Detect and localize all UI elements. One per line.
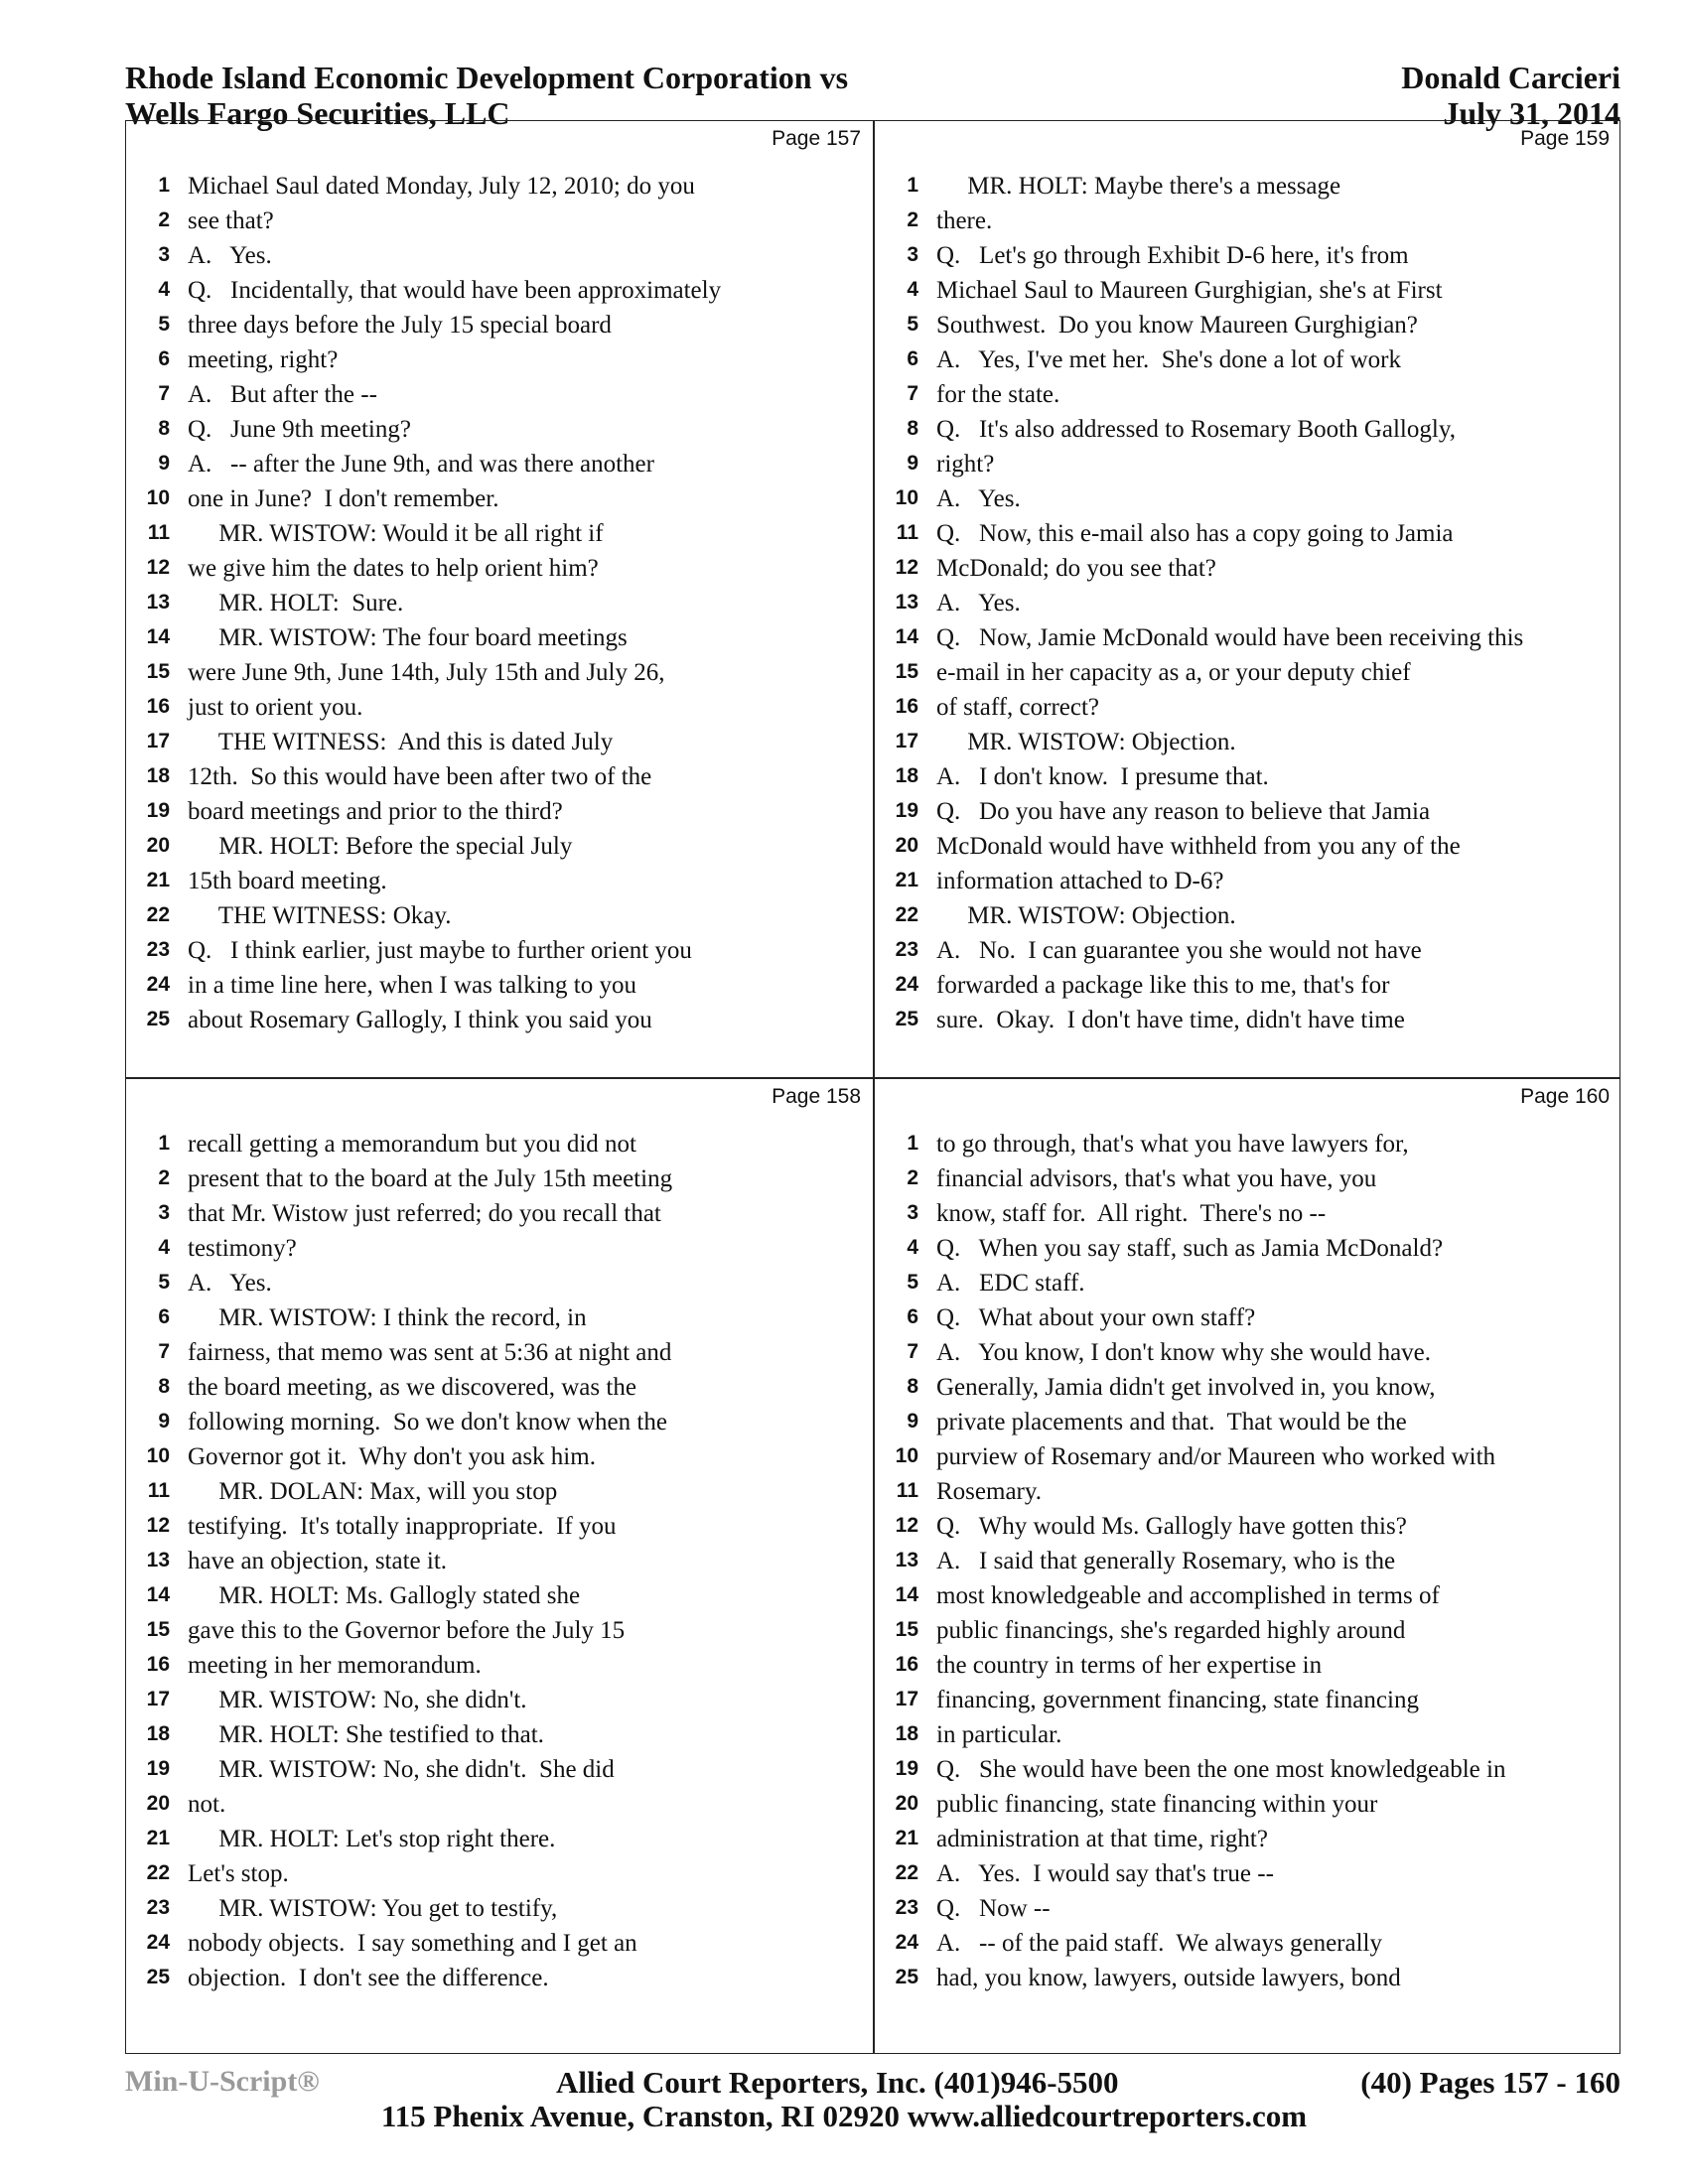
line-text: Q. Incidentally, that would have been approximately	[188, 277, 722, 304]
deposition-date: July 31, 2014	[1443, 95, 1620, 131]
line-text: A. You know, I don't know why she would have.	[936, 1339, 1432, 1366]
line-number: 14	[895, 625, 918, 648]
line-text: information attached to D-6?	[936, 868, 1224, 894]
line-text: Michael Saul dated Monday, July 12, 2010; do you	[188, 173, 695, 200]
line-text: in particular.	[936, 1721, 1062, 1748]
line-number: 25	[146, 1008, 170, 1030]
line-text: MR. HOLT: Before the special July	[188, 833, 573, 860]
line-text: THE WITNESS: Okay.	[188, 902, 452, 929]
line-text: to go through, that's what you have lawyers for,	[936, 1131, 1409, 1158]
line-number: 24	[146, 973, 170, 996]
line-number: 11	[147, 1479, 170, 1502]
line-text: fairness, that memo was sent at 5:36 at night and	[188, 1339, 672, 1366]
page-label: Page 160	[1520, 1085, 1610, 1108]
line-number: 10	[146, 486, 170, 509]
line-text: present that to the board at the July 15th meeting	[188, 1165, 673, 1192]
line-text: MR. WISTOW: The four board meetings	[188, 624, 628, 651]
line-number: 21	[146, 1827, 170, 1849]
line-number: 20	[895, 834, 918, 857]
footer-page-range: (40) Pages 157 - 160	[1360, 2065, 1620, 2100]
transcript-grid	[125, 120, 1620, 2054]
line-number: 1	[158, 174, 170, 197]
line-text: A. But after the --	[188, 381, 377, 408]
line-number: 3	[907, 1201, 918, 1224]
line-number: 9	[158, 1410, 170, 1433]
line-text: for the state.	[936, 381, 1060, 408]
line-number: 21	[146, 869, 170, 891]
line-number: 24	[146, 1931, 170, 1954]
line-number: 14	[146, 625, 170, 648]
line-text: Let's stop.	[188, 1860, 289, 1887]
line-number: 9	[907, 1410, 918, 1433]
line-number: 6	[907, 347, 918, 370]
line-text: in a time line here, when I was talking to you	[188, 972, 636, 999]
line-number: 1	[158, 1132, 170, 1155]
line-text: McDonald; do you see that?	[936, 555, 1216, 582]
line-text: Southwest. Do you know Maureen Gurghigian?	[936, 312, 1418, 339]
line-number: 18	[895, 764, 918, 787]
line-number: 20	[146, 834, 170, 857]
line-text: A. No. I can guarantee you she would not have	[936, 937, 1422, 964]
line-text: of staff, correct?	[936, 694, 1100, 721]
line-number: 16	[146, 695, 170, 718]
line-text: Q. I think earlier, just maybe to further orient you	[188, 937, 692, 964]
line-text: just to orient you.	[188, 694, 363, 721]
line-text: A. EDC staff.	[936, 1270, 1085, 1297]
line-number: 13	[895, 591, 918, 614]
line-text: A. -- after the June 9th, and was there another	[188, 451, 654, 478]
line-text: were June 9th, June 14th, July 15th and July 26,	[188, 659, 665, 686]
line-text: following morning. So we don't know when the	[188, 1409, 667, 1435]
line-text: private placements and that. That would be the	[936, 1409, 1407, 1435]
line-text: MR. WISTOW: No, she didn't. She did	[188, 1756, 615, 1783]
line-number: 19	[895, 1757, 918, 1780]
line-text: not.	[188, 1791, 226, 1818]
case-title-line2: Wells Fargo Securities, LLC	[125, 95, 510, 131]
line-text: Q. Now, this e-mail also has a copy going to Jamia	[936, 520, 1454, 547]
line-text: Q. It's also addressed to Rosemary Booth Gallogly,	[936, 416, 1456, 443]
line-number: 13	[895, 1549, 918, 1571]
line-number: 8	[907, 417, 918, 440]
line-text: MR. HOLT: Ms. Gallogly stated she	[188, 1582, 581, 1609]
line-number: 22	[146, 1861, 170, 1884]
line-number: 16	[895, 695, 918, 718]
line-number: 5	[907, 313, 918, 336]
line-number: 9	[907, 452, 918, 475]
line-number: 4	[158, 278, 170, 301]
line-text: public financings, she's regarded highly around	[936, 1617, 1406, 1644]
page-label: Page 157	[772, 127, 861, 150]
line-text: purview of Rosemary and/or Maureen who worked with	[936, 1443, 1496, 1470]
line-text: public financing, state financing within your	[936, 1791, 1378, 1818]
line-text: MR. HOLT: Let's stop right there.	[188, 1826, 556, 1852]
line-text: Q. Why would Ms. Gallogly have gotten this?	[936, 1513, 1407, 1540]
line-text: financial advisors, that's what you have, you	[936, 1165, 1377, 1192]
line-number: 24	[895, 973, 918, 996]
line-text: testifying. It's totally inappropriate. If you	[188, 1513, 617, 1540]
line-text: that Mr. Wistow just referred; do you recall that	[188, 1200, 661, 1227]
line-text: A. Yes.	[936, 590, 1021, 616]
line-text: see that?	[188, 207, 274, 234]
line-text: Q. Now, Jamie McDonald would have been receiving this	[936, 624, 1524, 651]
line-text: Q. Let's go through Exhibit D-6 here, it's from	[936, 242, 1409, 269]
line-number: 12	[146, 556, 170, 579]
line-text: MR. HOLT: Sure.	[188, 590, 404, 616]
line-number: 25	[895, 1008, 918, 1030]
line-text: Q. When you say staff, such as Jamia McDonald?	[936, 1235, 1444, 1262]
line-number: 19	[146, 799, 170, 822]
footer-company: Allied Court Reporters, Inc. (401)946-5500	[556, 2065, 1119, 2100]
line-number: 6	[907, 1305, 918, 1328]
line-text: A. Yes.	[936, 485, 1021, 512]
line-number: 23	[895, 938, 918, 961]
line-text: THE WITNESS: And this is dated July	[188, 729, 614, 755]
line-text: A. Yes, I've met her. She's done a lot of work	[936, 346, 1401, 373]
line-number: 15	[146, 1618, 170, 1641]
line-number: 25	[146, 1966, 170, 1988]
line-number: 6	[158, 347, 170, 370]
line-number: 11	[147, 521, 170, 544]
line-text: Q. She would have been the one most knowledgeable in	[936, 1756, 1506, 1783]
line-text: Michael Saul to Maureen Gurghigian, she's at First	[936, 277, 1443, 304]
line-text: MR. WISTOW: Objection.	[936, 902, 1236, 929]
case-title-line1: Rhode Island Economic Development Corporation vs	[125, 60, 849, 95]
line-number: 24	[895, 1931, 918, 1954]
line-number: 16	[895, 1653, 918, 1676]
line-number: 17	[146, 1688, 170, 1710]
line-text: the country in terms of her expertise in	[936, 1652, 1323, 1679]
line-text: Rosemary.	[936, 1478, 1042, 1505]
transcript-page-158	[126, 1079, 873, 2035]
line-text: 12th. So this would have been after two of the	[188, 763, 652, 790]
line-number: 5	[907, 1271, 918, 1294]
line-number: 7	[158, 1340, 170, 1363]
line-number: 16	[146, 1653, 170, 1676]
line-text: testimony?	[188, 1235, 297, 1262]
line-text: about Rosemary Gallogly, I think you said you	[188, 1007, 652, 1033]
transcript-page-160	[875, 1079, 1621, 2035]
line-number: 17	[146, 730, 170, 752]
line-number: 15	[895, 1618, 918, 1641]
line-text: have an objection, state it.	[188, 1548, 448, 1574]
line-number: 1	[907, 174, 918, 197]
line-text: Governor got it. Why don't you ask him.	[188, 1443, 596, 1470]
line-text: MR. DOLAN: Max, will you stop	[188, 1478, 558, 1505]
line-text: MR. HOLT: Maybe there's a message	[936, 173, 1341, 200]
line-number: 4	[907, 278, 918, 301]
line-text: A. -- of the paid staff. We always generally	[936, 1930, 1382, 1957]
line-text: Q. Do you have any reason to believe that Jamia	[936, 798, 1431, 825]
line-text: sure. Okay. I don't have time, didn't have time	[936, 1007, 1405, 1033]
line-text: A. I said that generally Rosemary, who is the	[936, 1548, 1396, 1574]
line-number: 25	[895, 1966, 918, 1988]
line-text: financing, government financing, state financing	[936, 1687, 1419, 1713]
deponent-name: Donald Carcieri	[1401, 60, 1620, 95]
line-number: 7	[907, 382, 918, 405]
line-number: 5	[158, 1271, 170, 1294]
line-number: 8	[158, 417, 170, 440]
line-text: A. I don't know. I presume that.	[936, 763, 1269, 790]
line-text: 15th board meeting.	[188, 868, 387, 894]
line-number: 17	[895, 1688, 918, 1710]
line-text: MR. WISTOW: I think the record, in	[188, 1304, 587, 1331]
line-number: 18	[146, 764, 170, 787]
line-number: 6	[158, 1305, 170, 1328]
line-text: MR. HOLT: She testified to that.	[188, 1721, 544, 1748]
line-number: 12	[895, 556, 918, 579]
line-text: had, you know, lawyers, outside lawyers, bond	[936, 1965, 1401, 1991]
line-number: 21	[895, 1827, 918, 1849]
line-text: meeting, right?	[188, 346, 339, 373]
line-number: 2	[907, 1166, 918, 1189]
line-number: 2	[907, 208, 918, 231]
line-number: 14	[146, 1583, 170, 1606]
line-text: there.	[936, 207, 993, 234]
line-number: 7	[907, 1340, 918, 1363]
line-text: A. Yes.	[188, 242, 272, 269]
line-number: 10	[146, 1444, 170, 1467]
line-number: 17	[895, 730, 918, 752]
line-text: gave this to the Governor before the July 15	[188, 1617, 626, 1644]
line-number: 9	[158, 452, 170, 475]
line-text: MR. WISTOW: No, she didn't.	[188, 1687, 527, 1713]
line-text: the board meeting, as we discovered, was the	[188, 1374, 636, 1401]
line-text: Generally, Jamia didn't get involved in, you know,	[936, 1374, 1436, 1401]
line-number: 8	[158, 1375, 170, 1398]
line-text: nobody objects. I say something and I get an	[188, 1930, 637, 1957]
line-number: 3	[158, 1201, 170, 1224]
line-number: 19	[146, 1757, 170, 1780]
line-number: 19	[895, 799, 918, 822]
line-number: 11	[896, 521, 918, 544]
line-text: board meetings and prior to the third?	[188, 798, 563, 825]
line-number: 4	[907, 1236, 918, 1259]
line-text: McDonald would have withheld from you any of the	[936, 833, 1461, 860]
line-text: Q. June 9th meeting?	[188, 416, 411, 443]
line-text: administration at that time, right?	[936, 1826, 1268, 1852]
line-number: 22	[895, 1861, 918, 1884]
line-text: MR. WISTOW: You get to testify,	[188, 1895, 558, 1922]
line-text: meeting in her memorandum.	[188, 1652, 482, 1679]
line-number: 10	[895, 1444, 918, 1467]
line-text: know, staff for. All right. There's no --	[936, 1200, 1327, 1227]
line-number: 12	[895, 1514, 918, 1537]
page-label: Page 159	[1520, 127, 1610, 150]
line-number: 14	[895, 1583, 918, 1606]
line-text: MR. WISTOW: Would it be all right if	[188, 520, 604, 547]
line-number: 8	[907, 1375, 918, 1398]
line-number: 4	[158, 1236, 170, 1259]
line-text: Q. What about your own staff?	[936, 1304, 1256, 1331]
line-text: we give him the dates to help orient him?	[188, 555, 599, 582]
line-number: 15	[146, 660, 170, 683]
footer-brand: Min-U-Script®	[125, 2065, 320, 2098]
line-text: three days before the July 15 special board	[188, 312, 612, 339]
line-number: 18	[895, 1722, 918, 1745]
line-number: 12	[146, 1514, 170, 1537]
line-text: one in June? I don't remember.	[188, 485, 499, 512]
line-number: 15	[895, 660, 918, 683]
line-number: 18	[146, 1722, 170, 1745]
line-number: 22	[146, 903, 170, 926]
line-number: 13	[146, 591, 170, 614]
line-number: 20	[895, 1792, 918, 1815]
line-number: 23	[895, 1896, 918, 1919]
transcript-page-159	[875, 121, 1621, 1077]
line-text: A. Yes. I would say that's true --	[936, 1860, 1274, 1887]
line-number: 10	[895, 486, 918, 509]
transcript-page-157	[126, 121, 873, 1077]
line-number: 11	[896, 1479, 918, 1502]
line-number: 23	[146, 938, 170, 961]
line-number: 21	[895, 869, 918, 891]
line-number: 2	[158, 208, 170, 231]
line-number: 20	[146, 1792, 170, 1815]
line-number: 22	[895, 903, 918, 926]
line-text: MR. WISTOW: Objection.	[936, 729, 1236, 755]
line-text: A. Yes.	[188, 1270, 272, 1297]
footer-address: 115 Phenix Avenue, Cranston, RI 02920 www.alliedcourtreporters.com	[380, 2099, 1308, 2133]
line-number: 7	[158, 382, 170, 405]
line-text: right?	[936, 451, 995, 478]
line-number: 13	[146, 1549, 170, 1571]
line-number: 3	[907, 243, 918, 266]
line-text: e-mail in her capacity as a, or your deputy chief	[936, 659, 1411, 686]
line-text: Q. Now --	[936, 1895, 1051, 1922]
line-number: 5	[158, 313, 170, 336]
line-number: 2	[158, 1166, 170, 1189]
line-text: most knowledgeable and accomplished in terms of	[936, 1582, 1440, 1609]
line-number: 23	[146, 1896, 170, 1919]
line-text: recall getting a memorandum but you did not	[188, 1131, 636, 1158]
page-label: Page 158	[772, 1085, 861, 1108]
line-text: objection. I don't see the difference.	[188, 1965, 549, 1991]
line-number: 3	[158, 243, 170, 266]
line-number: 1	[907, 1132, 918, 1155]
line-text: forwarded a package like this to me, that's for	[936, 972, 1390, 999]
